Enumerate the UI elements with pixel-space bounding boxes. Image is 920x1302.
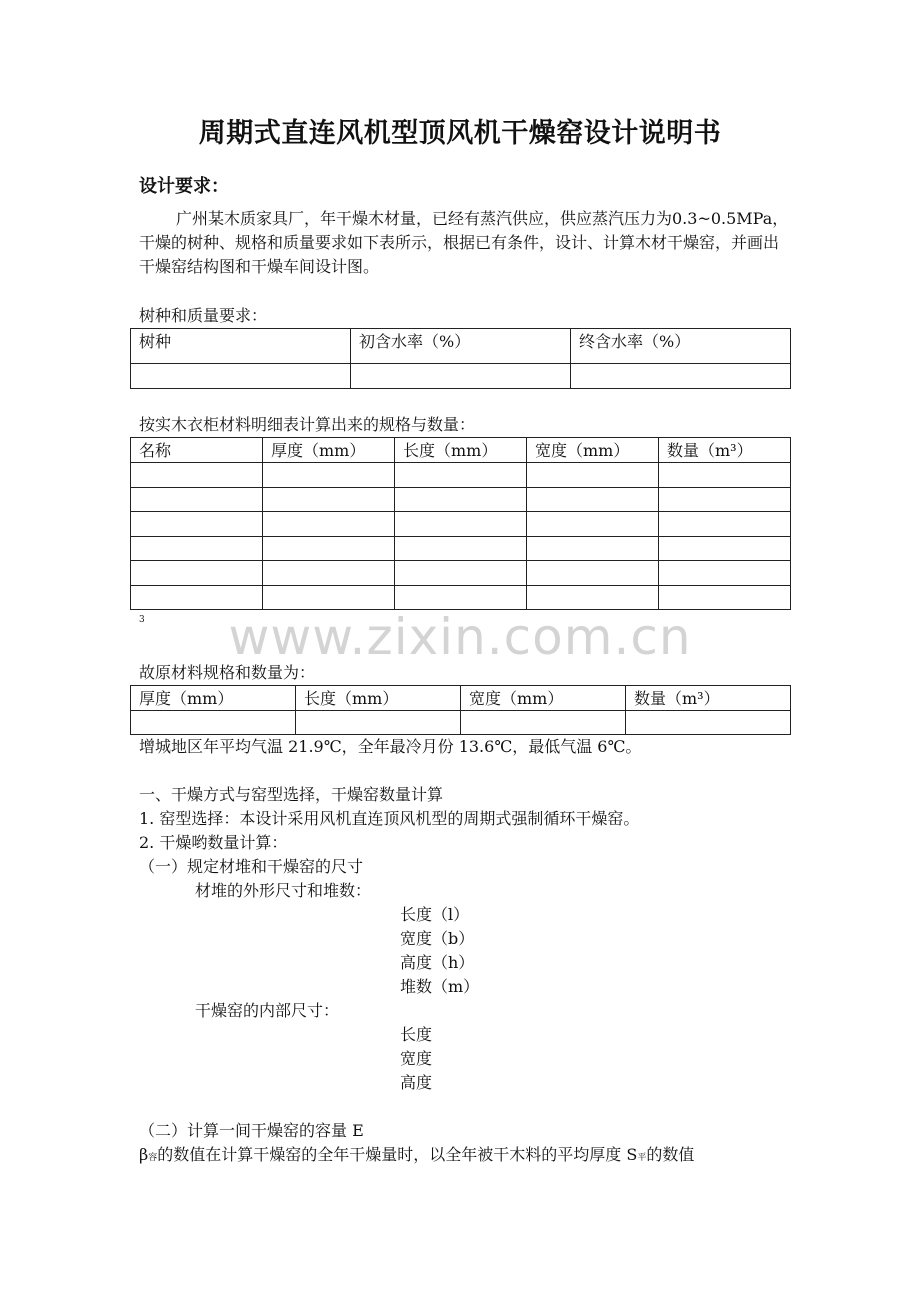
material-spec-table — [130, 437, 791, 610]
table-cell — [131, 364, 351, 389]
stack-dim-width: 宽度（b） — [400, 929, 475, 948]
table-header-cell: 初含水率（%） — [351, 329, 571, 364]
subsection-2-heading: （二）计算一间干燥窑的容量 E — [139, 1121, 364, 1140]
beta-paragraph — [139, 1145, 694, 1164]
beta-text: 的数值在计算干燥窑的全年干燥量时，以全年被干木料的平均厚度 S — [157, 1145, 638, 1164]
table-header-cell: 终含水率（%） — [571, 329, 791, 364]
table1-caption: 树种和质量要求： — [139, 306, 268, 325]
table-row — [131, 561, 791, 586]
beta-subscript: 容 — [148, 1153, 158, 1163]
kiln-dimensions-label: 干燥窑的内部尺寸： — [195, 1001, 340, 1020]
document-title: 周期式直连风机型顶风机干燥窑设计说明书 — [198, 118, 722, 149]
table-cell — [571, 364, 791, 389]
kiln-dim-width: 宽度 — [400, 1049, 433, 1068]
raw-material-table — [130, 685, 791, 735]
table-row — [131, 586, 791, 610]
table-row — [131, 537, 791, 561]
table-header-cell: 长度（mm） — [395, 438, 527, 463]
table-row — [131, 488, 791, 512]
stack-dimensions-label: 材堆的外形尺寸和堆数： — [195, 881, 372, 900]
table-row — [131, 463, 791, 488]
table-cell — [351, 364, 571, 389]
watermark: www.zixin.com.cn — [228, 608, 692, 666]
stack-dim-length: 长度（l） — [400, 905, 470, 924]
list-item-kiln-type: 1. 窑型选择：本设计采用风机直连顶风机型的周期式强制循环干燥窑。 — [139, 809, 640, 828]
table-header-cell: 宽度（mm） — [527, 438, 659, 463]
table-header-cell: 数量（m³） — [626, 686, 791, 711]
section-1-heading: 一、干燥方式与窑型选择，干燥窑数量计算 — [139, 785, 444, 804]
table-row — [131, 711, 791, 735]
species-quality-table — [130, 328, 791, 389]
beta-symbol: β — [139, 1145, 149, 1164]
beta-text-end: 的数值 — [646, 1145, 695, 1164]
design-requirements-heading: 设计要求： — [139, 176, 229, 197]
list-item-kiln-count: 2. 干燥哟数量计算： — [139, 833, 288, 852]
table-header-cell: 厚度（mm） — [131, 686, 296, 711]
s-subscript: 平 — [637, 1153, 647, 1163]
table-header-cell: 名称 — [131, 438, 263, 463]
subsection-1-heading: （一）规定材堆和干燥窑的尺寸 — [139, 857, 364, 876]
table-header-cell: 宽度（mm） — [461, 686, 626, 711]
table-header-cell: 长度（mm） — [296, 686, 461, 711]
kiln-dim-height: 高度 — [400, 1073, 433, 1092]
stack-dim-height: 高度（h） — [400, 953, 475, 972]
table-header-cell: 树种 — [131, 329, 351, 364]
kiln-dim-length: 长度 — [400, 1025, 433, 1044]
table-row — [131, 512, 791, 537]
table-header-cell: 数量（m³） — [659, 438, 791, 463]
table3-caption: 故原材料规格和数量为： — [139, 663, 316, 682]
climate-text: 增城地区年平均气温 21.9℃，全年最冷月份 13.6℃，最低气温 6℃。 — [139, 737, 642, 756]
intro-paragraph: 广州某木质家具厂，年干燥木材量，已经有蒸汽供应，供应蒸汽压力为0.3~0.5MPa，干燥的树种、规格和质量要求如下表所示，根据已有条件，设计、计算木材干燥窑，并画出干燥窑结构图和干燥车间设计图。 — [139, 209, 789, 276]
stack-dim-count: 堆数（m） — [400, 977, 480, 996]
table2-footnote: 3 — [139, 615, 145, 625]
table2-caption: 按实木衣柜材料明细表计算出来的规格与数量： — [139, 415, 476, 434]
table-header-cell: 厚度（mm） — [263, 438, 395, 463]
